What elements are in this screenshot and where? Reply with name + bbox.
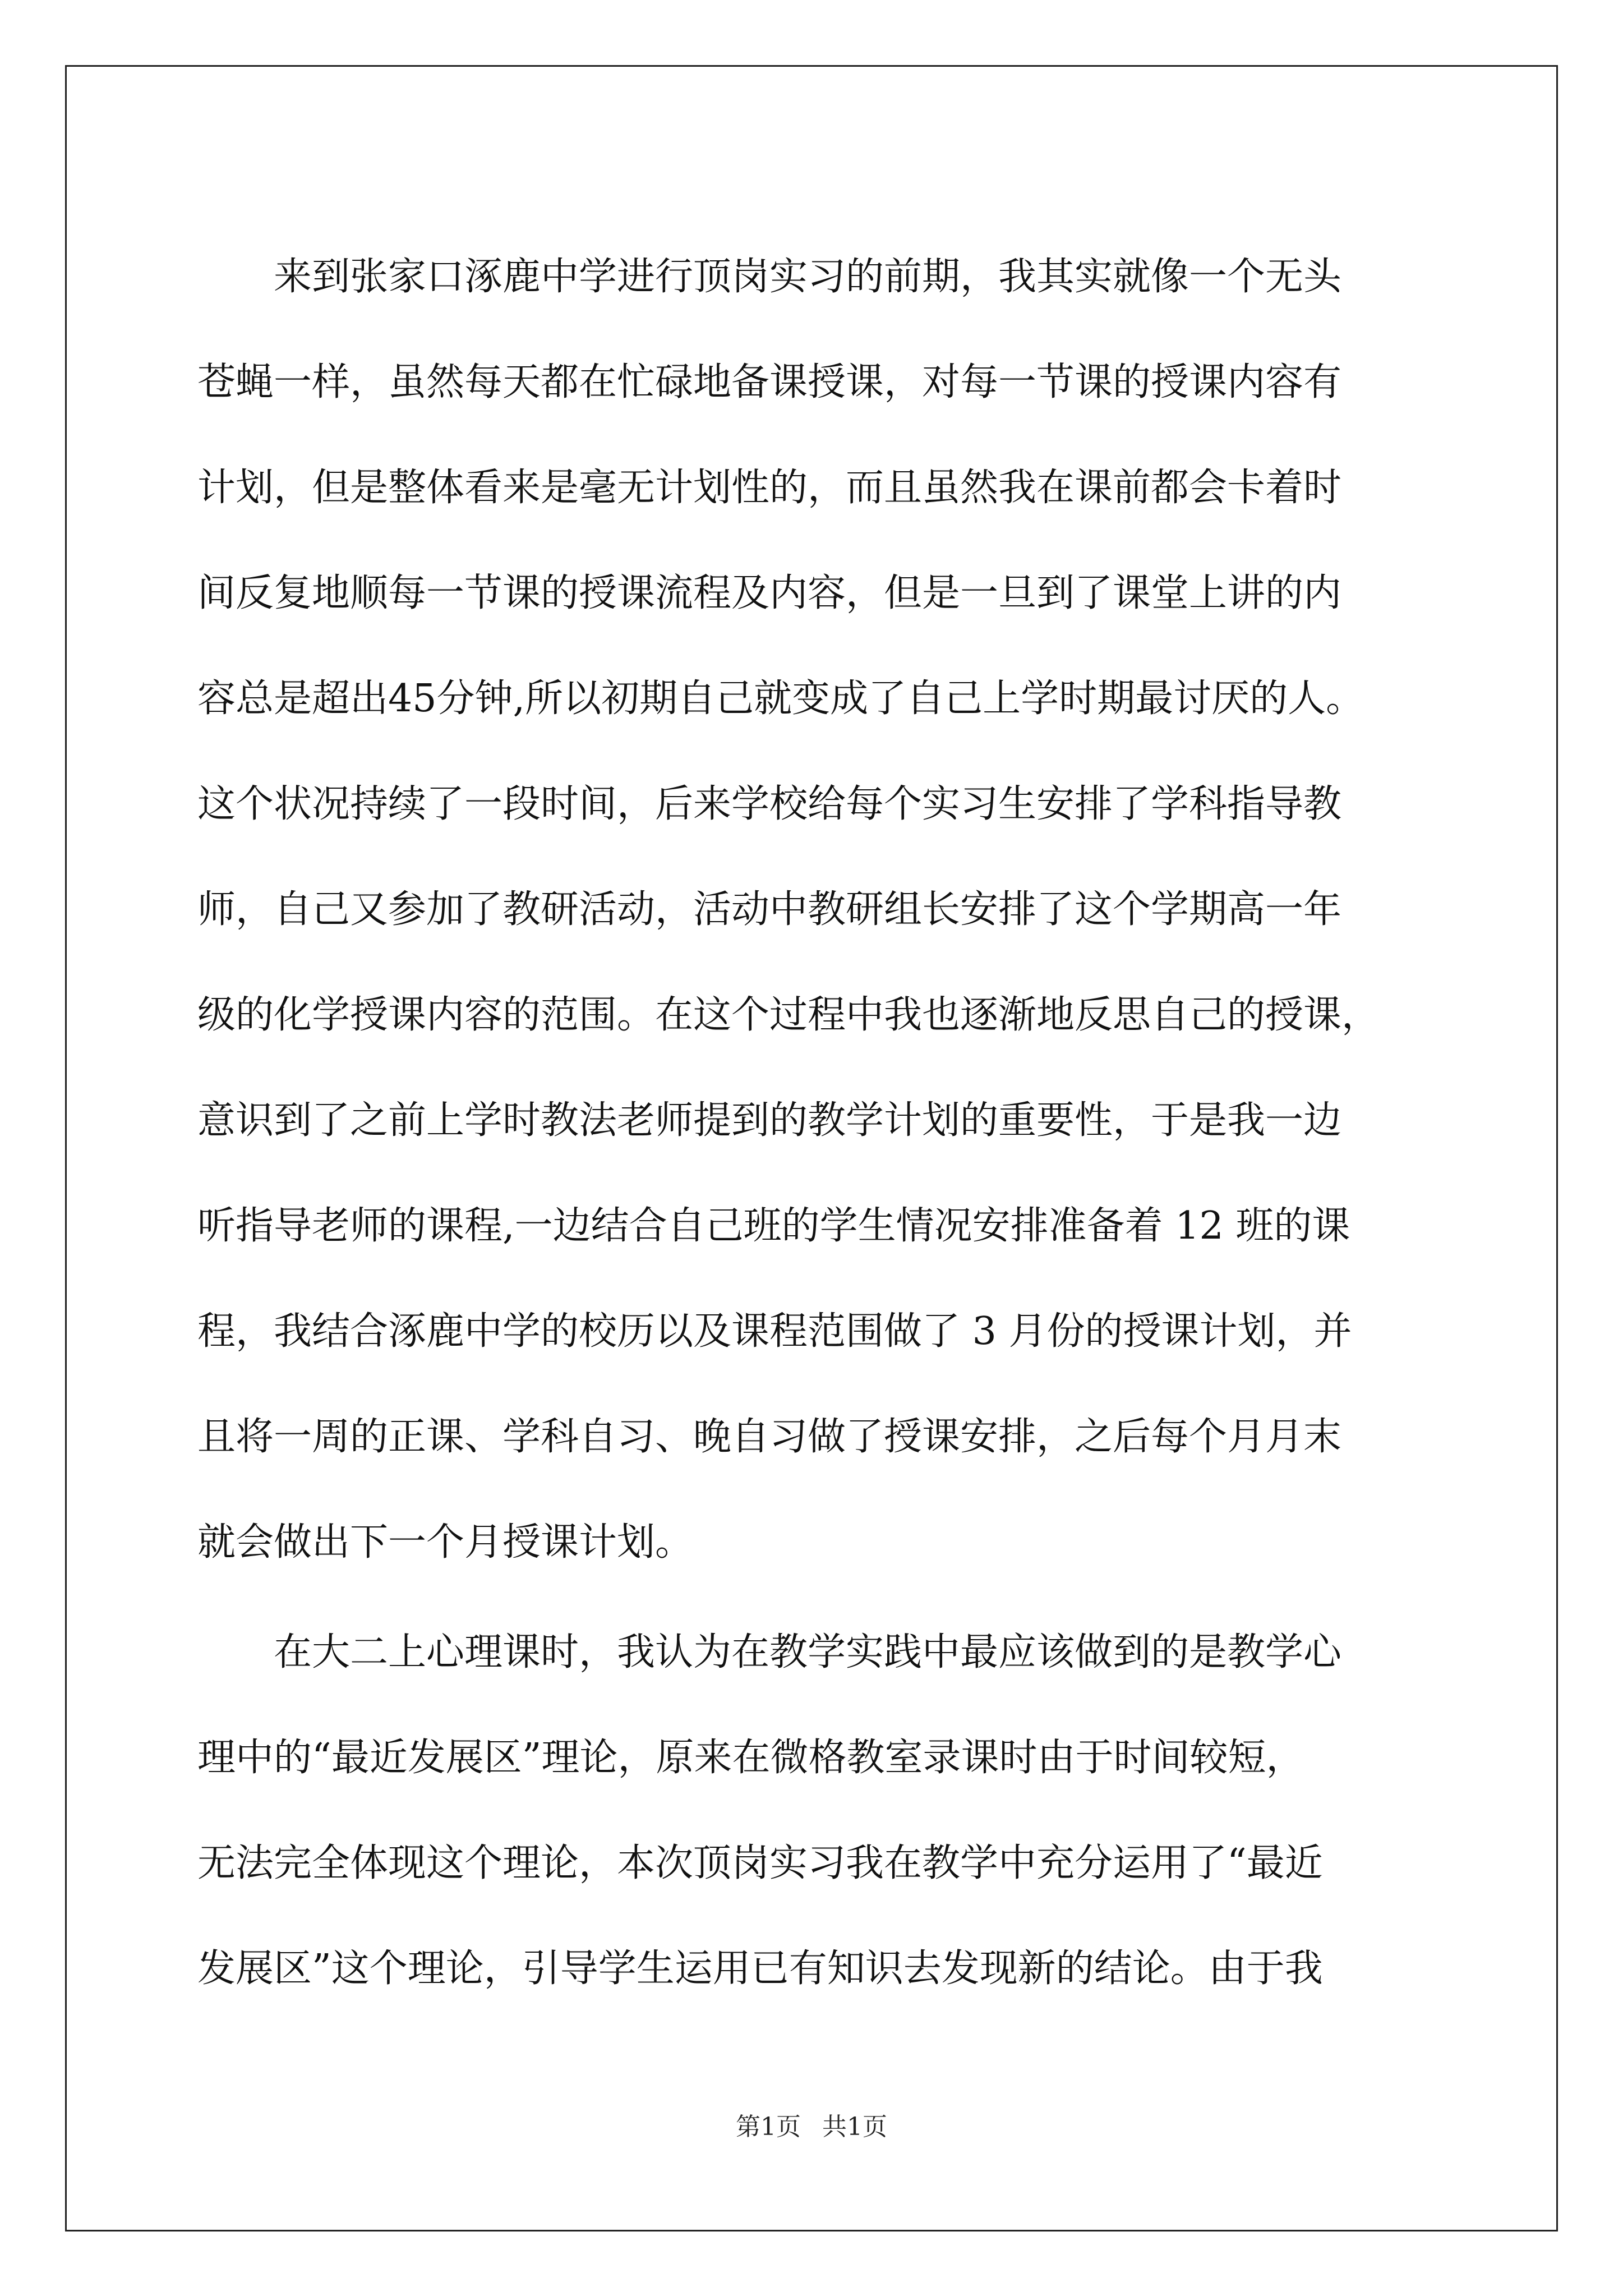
- paragraph-line: 这个状况持续了一段时间，后来学校给每个实习生安排了学科指导教: [197, 782, 1342, 826]
- page-number: 第1页: [736, 2113, 801, 2141]
- paragraph-line: 来到张家口涿鹿中学进行顶岗实习的前期，我其实就像一个无头: [274, 255, 1342, 299]
- paragraph-line: 发展区”这个理论，引导学生运用已有知识去发现新的结论。由于我: [197, 1947, 1323, 1991]
- paragraph-line: 师，自己又参加了教研活动，活动中教研组长安排了这个学期高一年: [197, 887, 1342, 932]
- paragraph-line: 听指导老师的课程,一边结合自己班的学生情况安排准备着 12 班的课: [197, 1204, 1350, 1248]
- paragraph-line: 苍蝇一样，虽然每天都在忙碌地备课授课，对每一节课的授课内容有: [197, 360, 1342, 404]
- page-footer: [0, 2106, 1623, 2142]
- paragraph-line: 级的化学授课内容的范围。在这个过程中我也逐渐地反思自己的授课，: [197, 993, 1380, 1037]
- paragraph-line: 容总是超出45分钟,所以初期自己就变成了自己上学时期最讨厌的人。: [197, 677, 1364, 721]
- paragraph-line: 就会做出下一个月授课计划。: [197, 1520, 694, 1565]
- paragraph-spacer: [197, 1595, 1426, 1600]
- paragraph-line: 且将一周的正课、学科自习、晚自习做了授课安排，之后每个月月末: [197, 1415, 1342, 1459]
- paragraph-line: 程，我结合涿鹿中学的校历以及课程范围做了 3 月份的授课计划，并: [197, 1309, 1352, 1354]
- page-total: 共1页: [822, 2113, 887, 2141]
- paragraph-line: 间反复地顺每一节课的授课流程及内容，但是一旦到了课堂上讲的内: [197, 571, 1342, 615]
- paragraph-line: 在大二上心理课时，我认为在教学实践中最应该做到的是教学心: [274, 1630, 1342, 1674]
- paragraph-line: 无法完全体现这个理论，本次顶岗实习我在教学中充分运用了“最近: [197, 1841, 1323, 1885]
- paragraph-1: [197, 224, 1426, 1595]
- document-body: [197, 224, 1426, 2022]
- paragraph-line: 理中的“最近发展区”理论，原来在微格教室录课时由于时间较短，: [197, 1736, 1304, 1780]
- paragraph-line: 计划，但是整体看来是毫无计划性的，而且虽然我在课前都会卡着时: [197, 466, 1342, 510]
- paragraph-2: [197, 1600, 1426, 2022]
- paragraph-line: 意识到了之前上学时教法老师提到的教学计划的重要性，于是我一边: [197, 1098, 1342, 1143]
